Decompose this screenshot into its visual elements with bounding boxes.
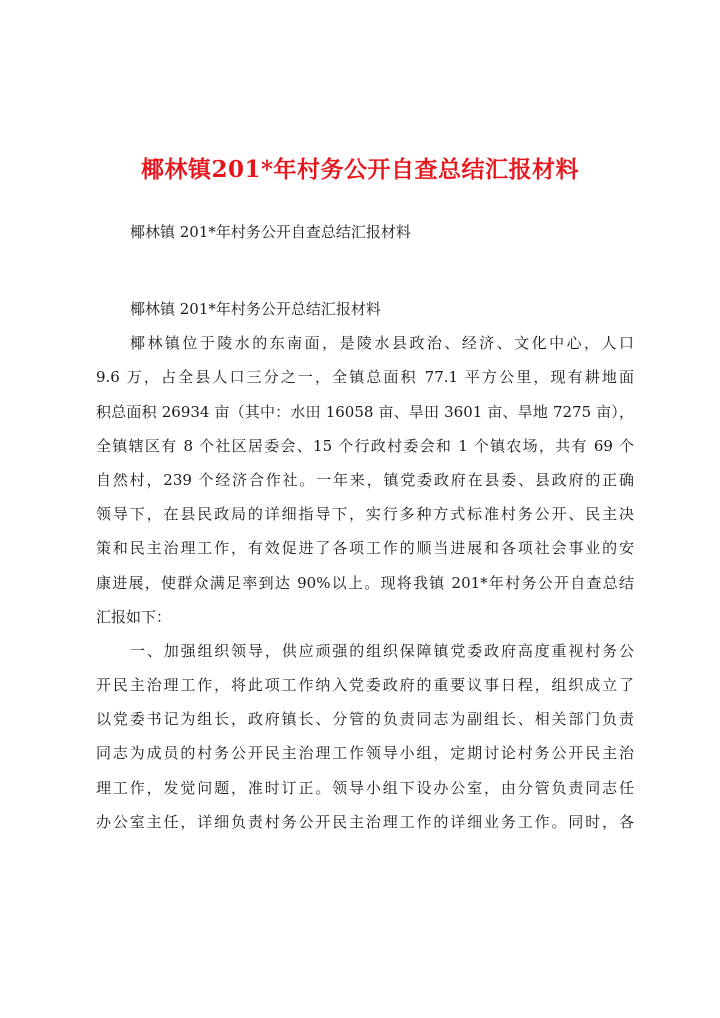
document-body (96, 292, 634, 839)
paragraph-line: 理工作，发觉问题，准时订正。领导小组下设办公室，由分管负责同志任 (96, 778, 634, 797)
paragraph-line: 开民主治理工作，将此项工作纳入党委政府的重要议事日程，组织成立了 (96, 676, 634, 695)
paragraph-line: 椰林镇位于陵水的东南面，是陵水县政治、经济、文化中心，人口 (130, 334, 634, 353)
document-title: 椰林镇201*年村务公开自查总结汇报材料 (140, 156, 580, 183)
paragraph-line: 自然村，239 个经济合作社。一年来，镇党委政府在县委、县政府的正确 (96, 470, 634, 489)
document-subtitle: 椰林镇 201*年村务公开自查总结汇报材料 (130, 223, 411, 241)
section-heading: 椰林镇 201*年村务公开总结汇报材料 (130, 300, 381, 318)
paragraph-line: 以党委书记为组长，政府镇长、分管的负责同志为副组长、相关部门负责 (96, 710, 634, 729)
paragraph-line: 一、加强组织领导，供应顽强的组织保障镇党委政府高度重视村务公 (130, 641, 634, 660)
paragraph-line: 领导下，在县民政局的详细指导下，实行多种方式标准村务公开、民主决 (96, 505, 634, 524)
paragraph-line: 同志为成员的村务公开民主治理工作领导小组，定期讨论村务公开民主治 (96, 744, 634, 763)
paragraph-line: 9.6 万，占全县人口三分之一，全镇总面积 77.1 平方公里，现有耕地面 (96, 368, 634, 387)
paragraph-line: 汇报如下： (96, 607, 172, 626)
paragraph-line: 办公室主任，详细负责村务公开民主治理工作的详细业务工作。同时，各 (96, 812, 634, 831)
paragraph-line: 康进展，使群众满足率到达 90%以上。现将我镇 201*年村务公开自查总结 (96, 573, 634, 592)
paragraph-line: 策和民主治理工作，有效促进了各项工作的顺当进展和各项社会事业的安 (96, 539, 634, 558)
paragraph-line: 积总面积 26934 亩（其中：水田 16058 亩、旱田 3601 亩、旱地 7275 亩）， (96, 402, 634, 421)
paragraph-line: 全镇辖区有 8 个社区居委会、15 个行政村委会和 1 个镇农场，共有 69 个 (96, 436, 634, 455)
